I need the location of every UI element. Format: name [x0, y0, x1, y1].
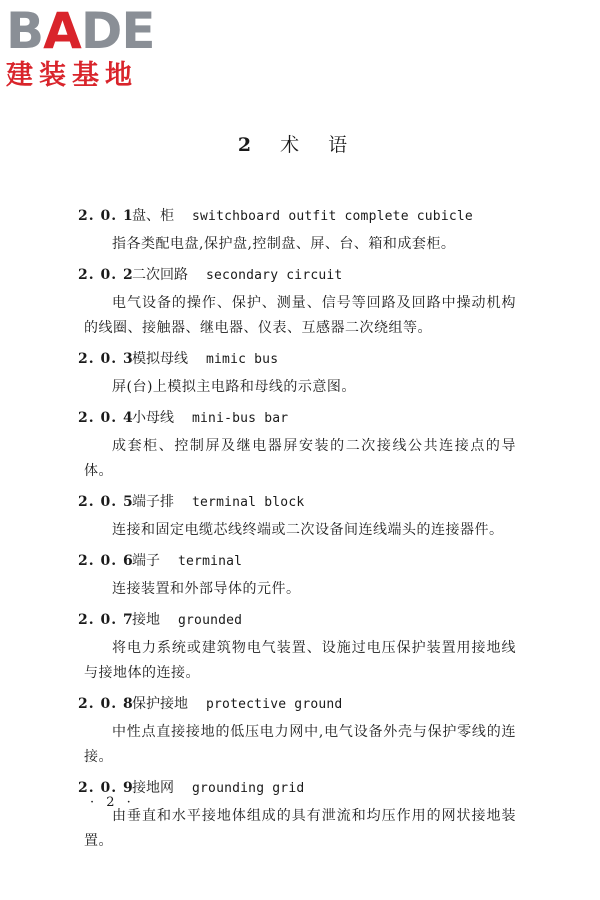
- term-entry: [0, 547, 600, 602]
- term-number: 2. 0. 9: [78, 780, 134, 796]
- term-definition: 连接装置和外部导体的元件。: [112, 581, 301, 597]
- term-number: 2. 0. 5: [78, 494, 134, 510]
- term-chinese: 二次回路: [132, 267, 188, 283]
- term-definition: 由垂直和水平接地体组成的具有泄流和均压作用的网状接地装置。: [84, 808, 516, 849]
- term-english: mimic bus: [206, 352, 279, 367]
- term-definition: 连接和固定电缆芯线终端或二次设备间连线端头的连接器件。: [112, 522, 504, 538]
- logo: [6, 4, 176, 92]
- logo-wordmark: B A DE: [6, 2, 155, 60]
- term-entry: [0, 774, 600, 854]
- term-definition: 屏(台)上模拟主电路和母线的示意图。: [112, 379, 356, 395]
- terms-list: [0, 202, 600, 858]
- term-english: grounded: [178, 613, 243, 628]
- term-english: terminal block: [192, 495, 305, 510]
- chapter-word-1: 术: [280, 134, 301, 156]
- term-entry: [0, 345, 600, 400]
- term-number: 2. 0. 7: [78, 612, 134, 628]
- term-entry: [0, 488, 600, 543]
- term-entry: [0, 690, 600, 770]
- term-number: 2. 0. 1: [78, 208, 134, 224]
- term-entry: [0, 261, 600, 341]
- term-chinese: 端子排: [132, 494, 174, 510]
- chapter-title: [0, 130, 600, 157]
- term-definition: 成套柜、控制屏及继电器屏安装的二次接线公共连接点的导体。: [84, 438, 516, 479]
- term-number: 2. 0. 6: [78, 553, 134, 569]
- term-english: terminal: [178, 554, 243, 569]
- term-chinese: 小母线: [132, 410, 174, 426]
- term-english: mini-bus bar: [192, 411, 289, 426]
- page-number: · 2 ·: [90, 795, 135, 810]
- logo-subtitle: 建装基地: [6, 60, 138, 91]
- term-chinese: 接地: [132, 612, 160, 628]
- term-entry: [0, 202, 600, 257]
- term-number: 2. 0. 4: [78, 410, 134, 426]
- chapter-number: 2: [237, 134, 253, 156]
- term-number: 2. 0. 2: [78, 267, 134, 283]
- term-chinese: 盘、柜: [132, 208, 174, 224]
- term-definition: 指各类配电盘,保护盘,控制盘、屏、台、箱和成套柜。: [112, 236, 456, 252]
- term-chinese: 保护接地: [132, 696, 188, 712]
- term-number: 2. 0. 8: [78, 696, 134, 712]
- term-english: grounding grid: [192, 781, 305, 796]
- term-chinese: 端子: [132, 553, 160, 569]
- term-chinese: 模拟母线: [132, 351, 188, 367]
- term-definition: 中性点直接接地的低压电力网中,电气设备外壳与保护零线的连接。: [84, 724, 516, 765]
- term-english: protective ground: [206, 697, 343, 712]
- chapter-word-2: 语: [328, 134, 349, 156]
- term-definition: 将电力系统或建筑物电气装置、设施过电压保护装置用接地线与接地体的连接。: [84, 640, 516, 681]
- term-number: 2. 0. 3: [78, 351, 134, 367]
- term-entry: [0, 606, 600, 686]
- term-entry: [0, 404, 600, 484]
- term-english: switchboard outfit complete cubicle: [192, 209, 473, 224]
- term-chinese: 接地网: [132, 780, 174, 796]
- term-definition: 电气设备的操作、保护、测量、信号等回路及回路中操动机构的线圈、接触器、继电器、仪表、互感器二次绕组等。: [84, 295, 516, 336]
- term-english: secondary circuit: [206, 268, 343, 283]
